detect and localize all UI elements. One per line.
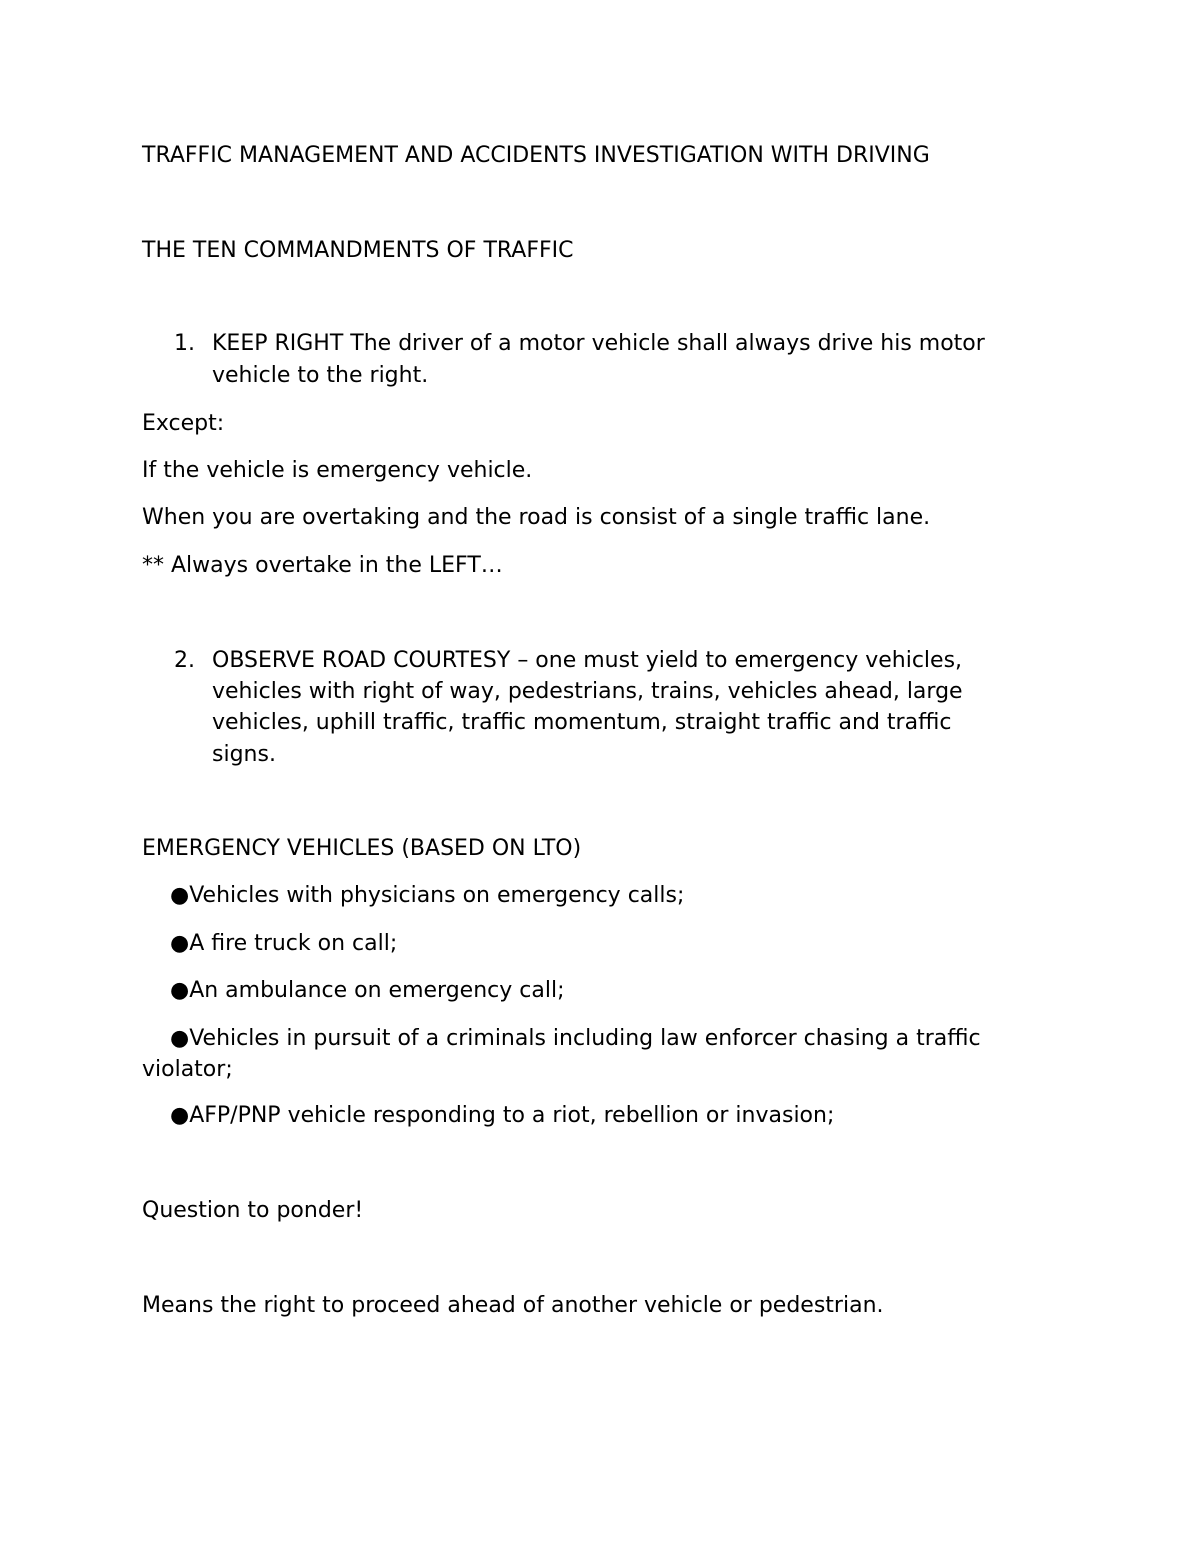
commandment-text-line: OBSERVE ROAD COURTESY – one must yield to emergency vehicles, (212, 648, 963, 673)
document-title: TRAFFIC MANAGEMENT AND ACCIDENTS INVESTIGATION WITH DRIVING (142, 143, 930, 168)
overtake-note: ** Always overtake in the LEFT… (142, 553, 503, 578)
list-number: 2. (174, 648, 195, 673)
list-item: ●An ambulance on emergency call; (170, 978, 565, 1003)
except-item: When you are overtaking and the road is consist of a single traffic lane. (142, 505, 931, 530)
commandment-text-line: signs. (212, 742, 276, 767)
except-label: Except: (142, 411, 225, 436)
question-text: Means the right to proceed ahead of another vehicle or pedestrian. (142, 1293, 884, 1318)
commandment-text-line: vehicles, uphill traffic, traffic momentum, straight traffic and traffic (212, 710, 952, 735)
list-item: ●A fire truck on call; (170, 931, 398, 956)
commandment-text-line: vehicles with right of way, pedestrians, trains, vehicles ahead, large (212, 679, 963, 704)
emergency-heading: EMERGENCY VEHICLES (BASED ON LTO) (142, 836, 582, 861)
list-number: 1. (174, 331, 195, 356)
commandment-text-line: vehicle to the right. (212, 363, 429, 388)
list-item: ●AFP/PNP vehicle responding to a riot, rebellion or invasion; (170, 1103, 835, 1128)
commandment-text-line: KEEP RIGHT The driver of a motor vehicle shall always drive his motor (212, 331, 985, 356)
list-item: ●Vehicles with physicians on emergency calls; (170, 883, 685, 908)
section-subtitle: THE TEN COMMANDMENTS OF TRAFFIC (142, 238, 574, 263)
except-item: If the vehicle is emergency vehicle. (142, 458, 533, 483)
list-item: ●Vehicles in pursuit of a criminals including law enforcer chasing a traffic (170, 1026, 981, 1051)
question-heading: Question to ponder! (142, 1198, 364, 1223)
list-item-continuation: violator; (142, 1057, 233, 1082)
